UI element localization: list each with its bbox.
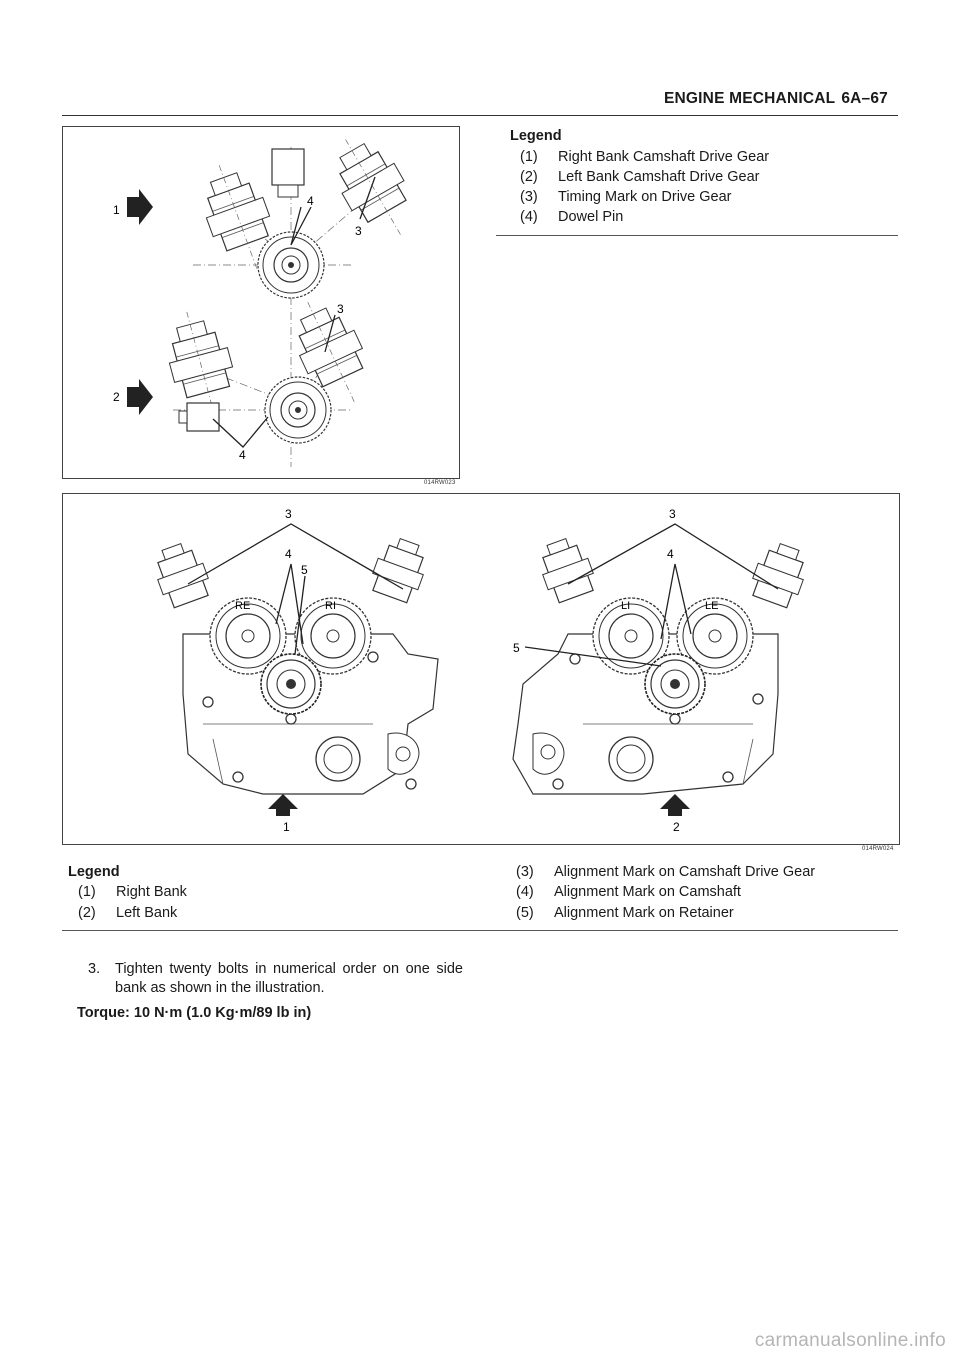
alignment-illustration <box>63 494 899 844</box>
left-bank-head <box>513 507 812 834</box>
watermark: carmanualsonline.info <box>754 1330 946 1351</box>
callout-3b: 3 <box>337 302 344 316</box>
torque-spec: Torque: 10 N·m (1.0 Kg·m/89 lb in) <box>77 1005 312 1021</box>
figure-alignment-marks <box>62 493 900 845</box>
legend2-title: Legend <box>68 864 120 880</box>
callout-4a: 4 <box>307 194 314 208</box>
step-text: Tighten twenty bolts in numerical order on one side bank as shown in the illustration. <box>115 961 463 996</box>
figure1-code: 014RW023 <box>424 480 456 486</box>
callout-l1: 1 <box>283 820 290 834</box>
legend1-item: (1) Right Bank Camshaft Drive Gear <box>520 149 770 165</box>
callout-r2: 2 <box>673 820 680 834</box>
label-re: RE <box>235 600 251 612</box>
legend1-item: (3) Timing Mark on Drive Gear <box>520 189 732 205</box>
callout-l3: 3 <box>285 507 292 521</box>
figure-camshaft-drive-gears <box>62 126 460 479</box>
legend1-item: (2) Left Bank Camshaft Drive Gear <box>520 169 760 185</box>
callout-r5: 5 <box>513 641 520 655</box>
legend2-item: (4) Alignment Mark on Camshaft <box>516 884 741 900</box>
legend2-item: (5) Alignment Mark on Retainer <box>516 905 734 921</box>
legend2-item: (3) Alignment Mark on Camshaft Drive Gear <box>516 864 816 880</box>
right-bank-head <box>149 507 438 834</box>
callout-l5: 5 <box>301 563 308 577</box>
drive-gear-illustration <box>63 127 459 478</box>
legend1-item: (4) Dowel Pin <box>520 209 624 225</box>
callout-3a: 3 <box>355 224 362 238</box>
header-rule <box>62 115 898 116</box>
callout-r4: 4 <box>667 547 674 561</box>
page-number: 6A–67 <box>841 90 888 107</box>
callout-4b: 4 <box>239 448 246 462</box>
legend1-title: Legend <box>510 128 562 144</box>
arrow-right-bank-icon <box>127 189 153 225</box>
callout-l4: 4 <box>285 547 292 561</box>
callout-1: 1 <box>113 203 120 217</box>
section-title: ENGINE MECHANICAL <box>663 90 836 107</box>
legend1-rule <box>496 235 898 236</box>
legend2-rule <box>62 930 898 931</box>
arrow-left-bank-icon <box>127 379 153 415</box>
figure2-code: 014RW024 <box>862 846 894 852</box>
legend2-item: (2) Left Bank <box>78 905 178 921</box>
label-le: LE <box>705 600 719 612</box>
step-number: 3. <box>88 961 101 977</box>
callout-2: 2 <box>113 390 120 404</box>
arrow-right-bank-icon <box>268 794 298 816</box>
page-header <box>658 90 888 108</box>
callout-r3: 3 <box>669 507 676 521</box>
label-ri: RI <box>325 600 336 612</box>
step-3 <box>88 960 468 1000</box>
label-li: LI <box>621 600 631 612</box>
legend2-item: (1) Right Bank <box>78 884 187 900</box>
arrow-left-bank-icon <box>660 794 690 816</box>
